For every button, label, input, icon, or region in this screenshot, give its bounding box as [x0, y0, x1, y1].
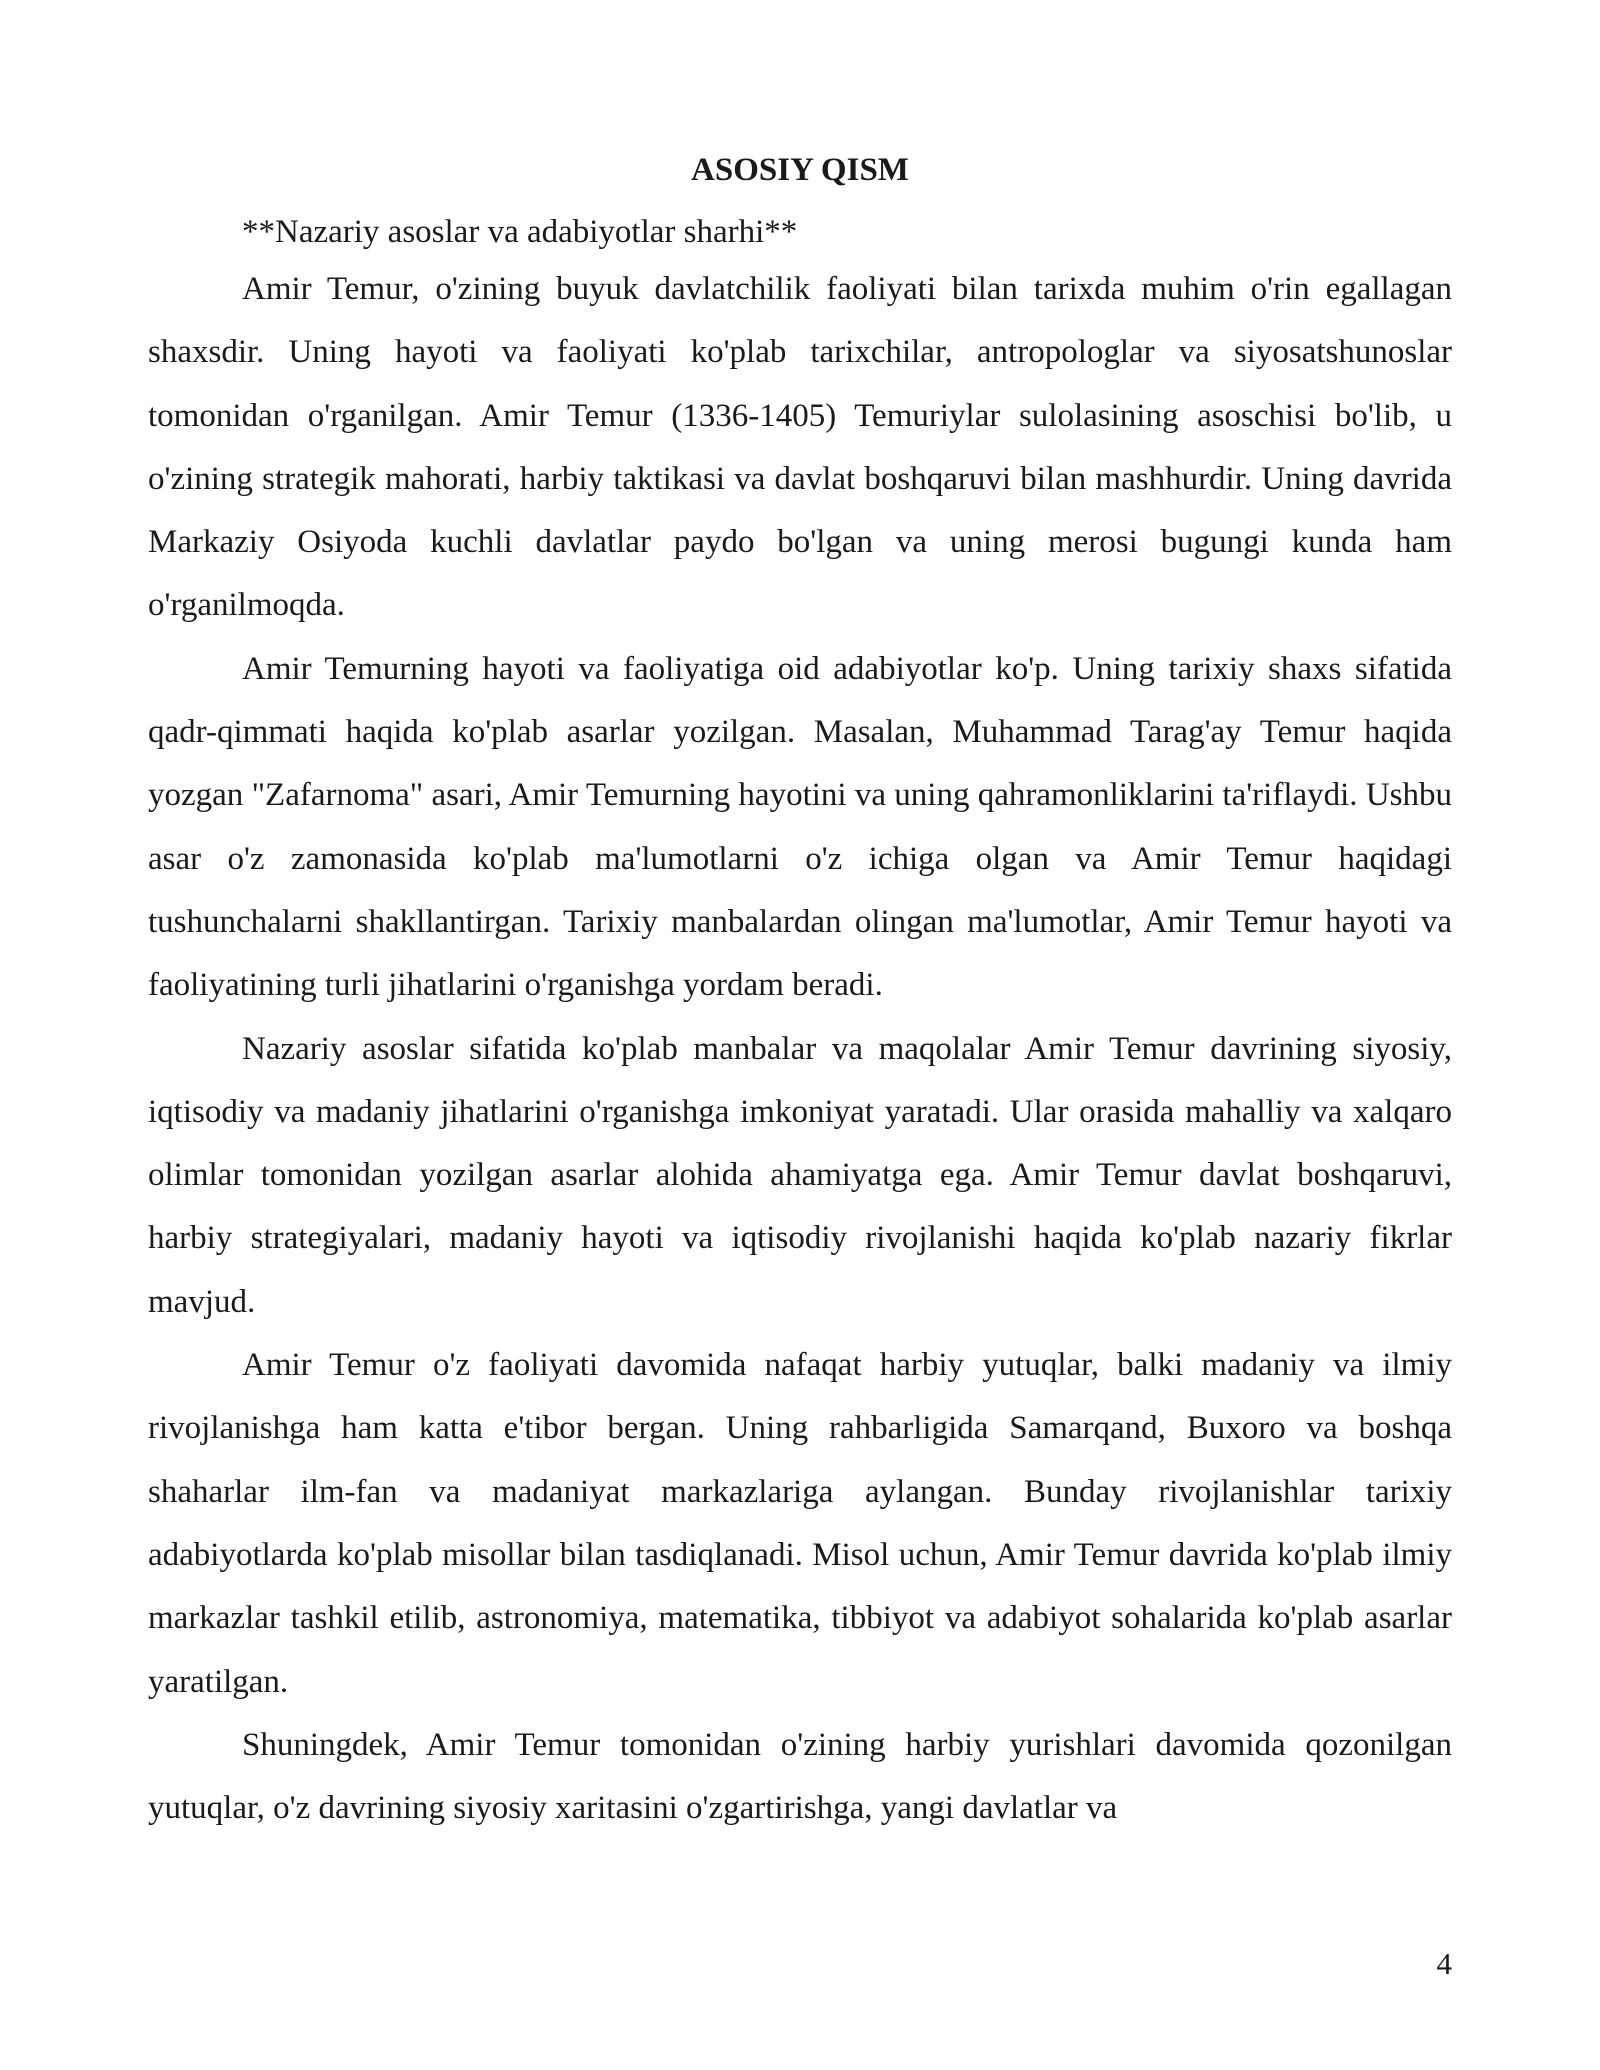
subtitle-block	[148, 210, 1452, 254]
paragraph-5: Shuningdek, Amir Temur tomonidan o'zining harbiy yurishlari davomida qozonilgan yutuqlar, o'z davrining siyosiy xaritasini o'zgartirishga, yangi davlatlar va	[148, 1726, 1452, 1827]
section-title: ASOSIY QISM	[691, 152, 909, 188]
paragraph-3: Nazariy asoslar sifatida ko'plab manbalar va maqolalar Amir Temur davrining siyosiy, iqtisodiy va madaniy jihatlarini o'rganishga imkoniyat yaratadi. Ular orasida mahalliy va xalqaro olimlar tomonidan yozilgan asarlar alohida ahamiyatga ega. Amir Temur davlat boshqaruvi, harbiy strategiyalari, madaniy hayoti va iqtisodiy rivojlanishi haqida ko'plab nazariy fikrlar mavjud.	[148, 1030, 1452, 1320]
paragraph-2: Amir Temurning hayoti va faoliyatiga oid adabiyotlar ko'p. Uning tarixiy shaxs sifatida qadr-qimmati haqida ko'plab asarlar yozilgan. Masalan, Muhammad Tarag'ay Temur haqida yozgan "Zafarnoma" asari, Amir Temurning hayotini va uning qahramonliklarini ta'riflaydi. Ushbu asar o'z zamonasida ko'plab ma'lumotlarni o'z ichiga olgan va Amir Temur haqidagi tushunchalarni shakllantirgan. Tarixiy manbalardan olingan ma'lumotlar, Amir Temur hayoti va faoliyatining turli jihatlarini o'rganishga yordam beradi.	[148, 650, 1452, 1004]
page-number: 4	[1436, 1946, 1452, 1981]
document-page	[148, 148, 1452, 1840]
paragraph-1: Amir Temur, o'zining buyuk davlatchilik faoliyati bilan tarixda muhim o'rin egallagan shaxsdir. Uning hayoti va faoliyati ko'plab tarixchilar, antropologlar va siyosatshunoslar tomonidan o'rganilgan. Amir Temur (1336-1405) Temuriylar sulolasining asoschisi bo'lib, u o'zining strategik mahorati, harbiy taktikasi va davlat boshqaruvi bilan mashhurdir. Uning davrida Markaziy Osiyoda kuchli davlatlar paydo bo'lgan va uning merosi bugungi kunda ham o'rganilmoqda.	[148, 271, 1452, 624]
section-subtitle: **Nazariy asoslar va adabiyotlar sharhi**	[242, 214, 798, 250]
paragraph-4: Amir Temur o'z faoliyati davomida nafaqat harbiy yutuqlar, balki madaniy va ilmiy rivojlanishga ham katta e'tibor bergan. Uning rahbarligida Samarqand, Buxoro va boshqa shaharlar ilm-fan va madaniyat markazlariga aylangan. Bunday rivojlanishlar tarixiy adabiyotlarda ko'plab misollar bilan tasdiqlanadi. Misol uchun, Amir Temur davrida ko'plab ilmiy markazlar tashkil etilib, astronomiya, matematika, tibbiyot va adabiyot sohalarida ko'plab asarlar yaratilgan.	[148, 1347, 1452, 1700]
